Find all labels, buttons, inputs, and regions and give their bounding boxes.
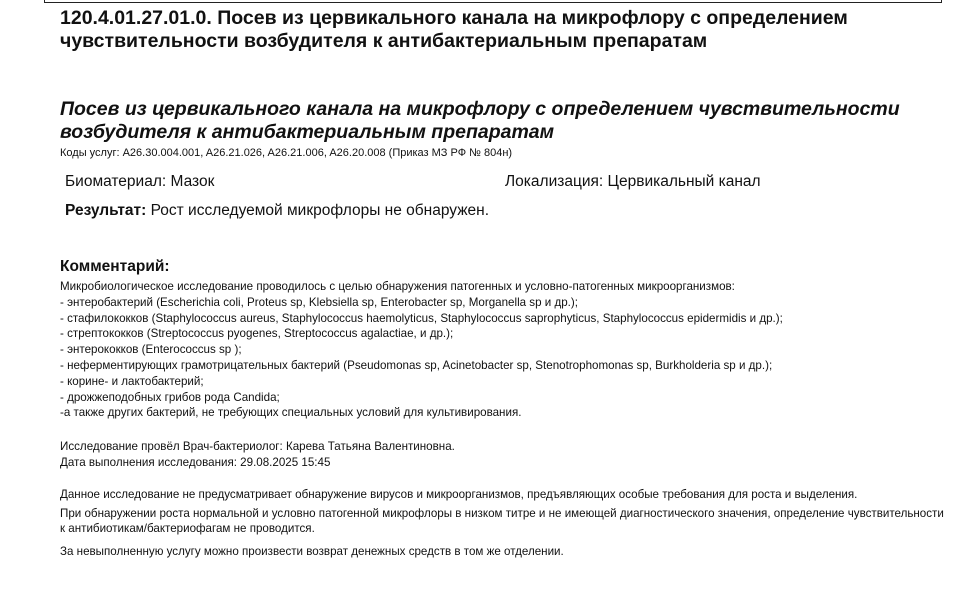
biomaterial-field: Биоматериал: Мазок: [65, 173, 215, 190]
result-label: Результат:: [65, 202, 147, 219]
comment-line: - дрожжеподобных грибов рода Candida;: [60, 390, 280, 404]
comment-line: - стрептококков (Streptococcus pyogenes, Streptococcus agalactiae, и др.);: [60, 327, 454, 341]
notes-block: [60, 487, 950, 563]
section-title: Посев из цервикального канала на микрофлору с определением чувствительности возбудителя к антибактериальным препаратам: [60, 98, 900, 143]
comment-heading: Комментарий:: [60, 258, 170, 275]
comment-line: - энтерококков (Enterococcus sp );: [60, 343, 242, 357]
performer-date: Дата выполнения исследования: 29.08.2025 15:45: [60, 455, 331, 469]
comment-line: - неферментирующих грамотрицательных бактерий (Pseudomonas sp, Acinetobacter sp, Stenotrophomonas sp, Burkholderia sp и др.);: [60, 358, 773, 372]
note-refund: За невыполненную услугу можно произвести возврат денежных средств в том же отделении.: [60, 545, 564, 558]
page-frame-border: [44, 0, 942, 3]
page-title: 120.4.01.27.01.0. Посев из цервикального канала на микрофлору с определением чувствительности возбудителя к антибактериальным препаратам: [60, 7, 848, 52]
performer-block: [60, 439, 455, 470]
comment-body: [60, 279, 950, 421]
comment-line: Микробиологическое исследование проводилось с целью обнаружения патогенных и условно-патогенных микроорганизмов:: [60, 280, 735, 293]
comment-line: - энтеробактерий (Escherichia coli, Proteus sp, Klebsiella sp, Enterobacter sp, Morganella sp и др.);: [60, 295, 578, 309]
performer-doctor: Исследование провёл Врач-бактериолог: Карева Татьяна Валентиновна.: [60, 440, 455, 453]
note-no-viruses: Данное исследование не предусматривает обнаружение вирусов и микроорганизмов, предъявляющих особые требования для роста и выделения.: [60, 488, 858, 501]
service-codes: Коды услуг: A26.30.004.001, A26.21.026, A26.21.006, A26.20.008 (Приказ МЗ РФ № 804н): [60, 147, 513, 159]
comment-line: -а также других бактерий, не требующих специальных условий для культивирования.: [60, 406, 522, 420]
comment-line: - корине- и лактобактерий;: [60, 374, 204, 388]
result-field: [65, 202, 489, 220]
result-value: Рост исследуемой микрофлоры не обнаружен.: [146, 202, 490, 219]
note-sensitivity: При обнаружении роста нормальной и условно патогенной микрофлоры в низком титре и не имеющей диагностического значения, определение чувствительности к антибиотикам/бактериофагам не проводится.: [60, 507, 944, 535]
localization-field: Локализация: Цервикальный канал: [505, 173, 761, 190]
comment-line: - стафилококков (Staphylococcus aureus, Staphylococcus haemolyticus, Staphylococcus saprophyticus, Staphylococcus epidermidis и др.);: [60, 311, 783, 325]
